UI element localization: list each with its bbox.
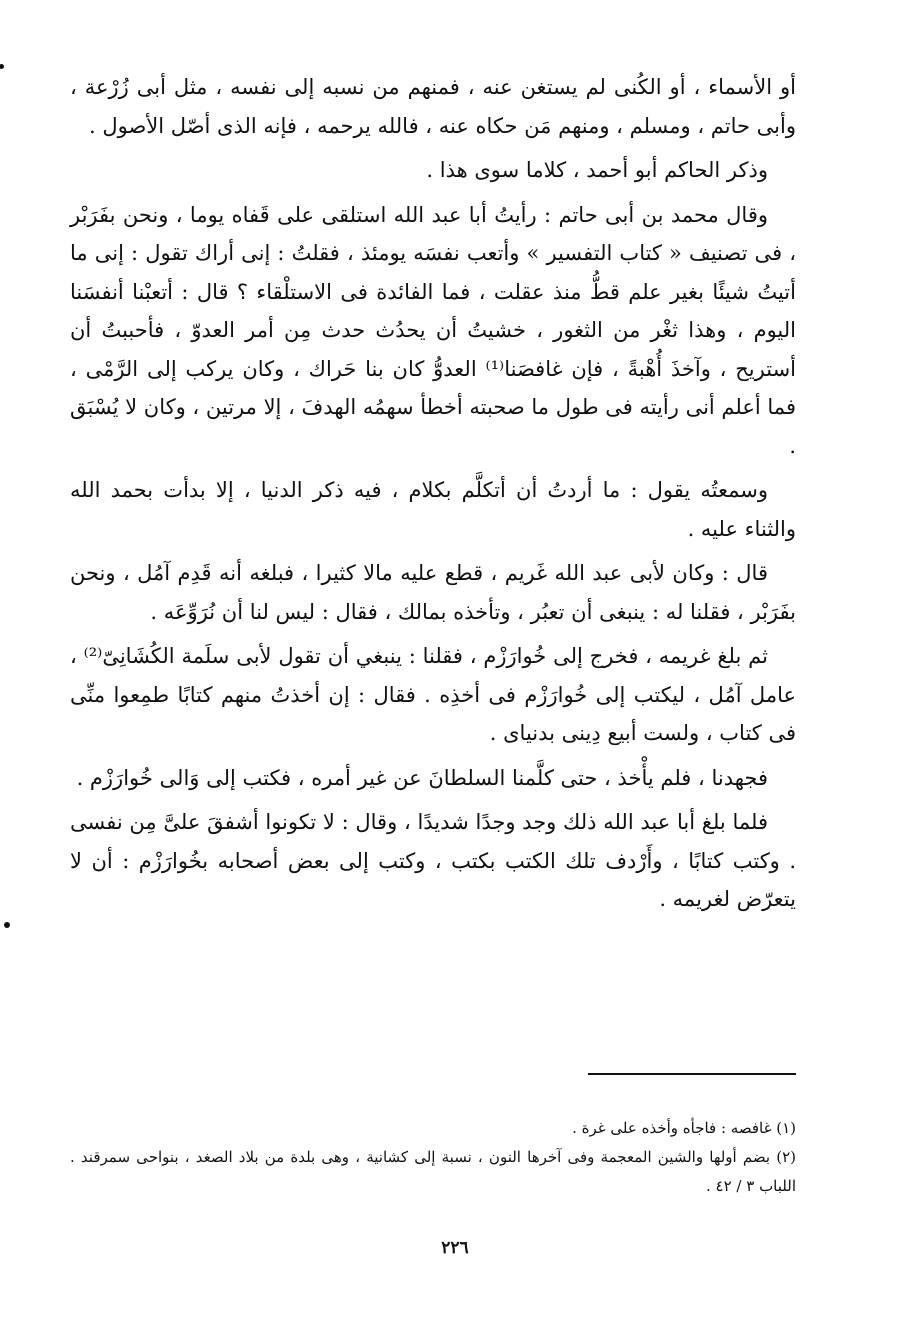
paragraph: فلما بلغ أبا عبد الله ذلك وجد وجدًا شديدًا ، وقال : لا تكونوا أشفقَ علىَّ مِن نفسى . وكتب كتابًا ، وأَرْدف تلك الكتب بكتب ، وكتب إلى بعض أصحابه بخُوارَزْم : أن لا يتعرّض لغريمه .: [70, 810, 796, 911]
footnote-divider: [588, 1073, 796, 1075]
paragraph: وقال محمد بن أبى حاتم : رأيتُ أبا عبد الله استلقى على قَفاه يوما ، ونحن بفَرَبْر ، فى تصنيف « كتاب التفسير » وأتعب نفسَه يومئذ ، فقلتُ : إنى أراك تقول : إنى ما أتيتُ شيئًا بغير علم قطُّ منذ عقلت ، فما الفائدة فى الاستلْقاء ؟ قال : أتعبْنا أنفسَنا اليوم ، وهذا ثغْر من الثغور ، خشيتُ أن يحدُث حدث مِن أمر العدوّ ، فأحببتُ أن أستريح ، وآخذَ أُهْبةً ، فإن غافصَنا⁽¹⁾ العدوُّ كان بنا حَراك ، وكان يركب إلى الرَّمْى ، فما أعلم أنى رأيته فى طول ما صحبته أخطأ سهمُه الهدفَ ، إلا مرتين ، وكان لا يُسْبَق .: [70, 202, 796, 458]
paragraph: ثم بلغ غريمه ، فخرج إلى خُوارَزْم ، فقلنا : ينبغي أن تقول لأبى سلَمة الكُشَانِىّ⁽²⁾ ، عامل آمُل ، ليكتب إلى خُوارَزْم فى أخذِه . فقال : إن أخذتُ منهم كتابًا طمِعوا منِّى فى كتاب ، ولست أبيع دِينى بدنياى .: [70, 644, 796, 745]
paragraph: أو الأسماء ، أو الكُنى لم يستغن عنه ، فمنهم من نسبه إلى نفسه ، مثل أبى زُرْعة ، وأبى حاتم ، ومسلم ، ومنهم مَن حكاه عنه ، فالله يرحمه ، فإنه الذى أصّل الأصول .: [70, 75, 796, 138]
paragraph: فجهدنا ، فلم يأْخذ ، حتى كلَّمنا السلطانَ عن غير أمره ، فكتب إلى وَالى خُوارَزْم .: [76, 765, 768, 790]
paragraph: وسمعتُه يقول : ما أردتُ أن أتكلَّم بكلام ، فيه ذكر الدنيا ، إلا بدأت بحمد الله والثناء عليه .: [70, 478, 796, 541]
main-text: [70, 68, 796, 925]
scan-edge-mark: [0, 64, 4, 69]
scan-edge-mark: [4, 922, 10, 928]
footnote: (٢) بضم أولها والشين المعجمة وفى آخرها النون ، نسبة إلى كشانية ، وهى بلدة من بلاد الصغد ، بنواحى سمرقند . اللباب ٣ / ٤٢ .: [70, 1148, 796, 1195]
footnote: (١) غافصه : فاجأه وأخذه على غرة .: [572, 1119, 796, 1137]
footnotes: [70, 1114, 796, 1201]
page-number: ٢٢٦: [441, 1238, 469, 1258]
paragraph: وذكر الحاكم أبو أحمد ، كلاما سوى هذا .: [426, 158, 768, 182]
paragraph: قال : وكان لأبى عبد الله غَريم ، قطع عليه مالا كثيرا ، فبلغه أنه قَدِم آمُل ، ونحن بفَرَبْر ، فقلنا له : ينبغى أن تعبُر ، وتأخذه بمالك ، فقال : ليس لنا أن نُرَوِّعَه .: [70, 561, 796, 624]
